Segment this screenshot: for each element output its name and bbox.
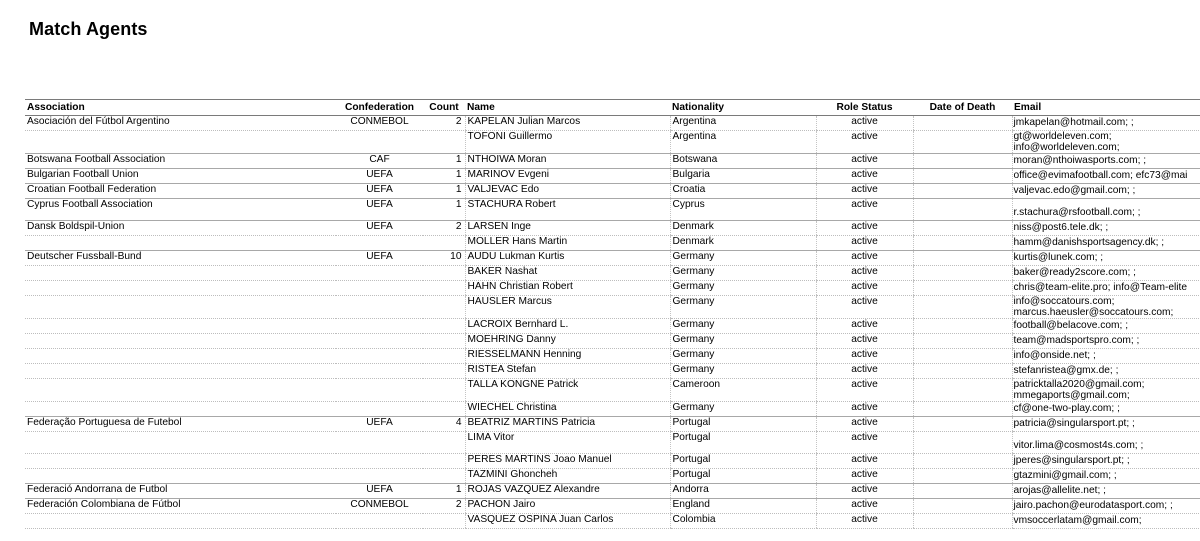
email-line[interactable]: football@belacove.com; ; (1013, 320, 1129, 331)
association-cell (25, 432, 336, 454)
table-row[interactable] (25, 236, 1200, 251)
date-of-death-cell (913, 402, 1012, 417)
role-status-cell: active (816, 417, 913, 432)
confederation-cell (336, 379, 423, 402)
nationality-cell: Croatia (670, 184, 816, 199)
date-of-death-cell (913, 454, 1012, 469)
count-cell (423, 319, 465, 334)
table-row[interactable] (25, 334, 1200, 349)
confederation-cell (336, 454, 423, 469)
email-cell (1012, 116, 1200, 131)
table-row[interactable] (25, 499, 1200, 514)
email-line[interactable]: hamm@danishsportsagency.dk; ; (1013, 237, 1165, 248)
association-cell: Cyprus Football Association (25, 199, 336, 221)
confederation-cell: UEFA (336, 417, 423, 432)
role-status-cell: active (816, 364, 913, 379)
email-line[interactable]: info@worldeleven.com; (1013, 142, 1120, 153)
association-cell: Botswana Football Association (25, 154, 336, 169)
role-status-cell: active (816, 131, 913, 154)
email-line[interactable]: kurtis@lunek.com; ; (1013, 252, 1104, 263)
agent-name-cell: LIMA Vitor (465, 432, 670, 454)
nationality-cell: Germany (670, 266, 816, 281)
role-status-cell: active (816, 116, 913, 131)
association-cell (25, 469, 336, 484)
count-cell (423, 402, 465, 417)
association-cell (25, 402, 336, 417)
count-cell (423, 349, 465, 364)
confederation-cell (336, 432, 423, 454)
table-row[interactable] (25, 154, 1200, 169)
email-line[interactable]: gtazmini@gmail.com; ; (1013, 470, 1117, 481)
nationality-cell: Germany (670, 364, 816, 379)
nationality-cell: Germany (670, 334, 816, 349)
association-cell: Asociación del Fútbol Argentino (25, 116, 336, 131)
association-cell (25, 514, 336, 529)
nationality-cell: Denmark (670, 236, 816, 251)
agent-name-cell: LARSEN Inge (465, 221, 670, 236)
count-cell (423, 236, 465, 251)
column-header-association[interactable]: Association (25, 100, 336, 116)
date-of-death-cell (913, 131, 1012, 154)
table-row[interactable] (25, 402, 1200, 417)
email-cell (1012, 402, 1200, 417)
date-of-death-cell (913, 281, 1012, 296)
email-line[interactable]: mmegaports@gmail.com; (1013, 390, 1130, 401)
agent-name-cell: TOFONI Guillermo (465, 131, 670, 154)
association-cell: Federação Portuguesa de Futebol (25, 417, 336, 432)
table-row[interactable] (25, 349, 1200, 364)
date-of-death-cell (913, 484, 1012, 499)
nationality-cell: Germany (670, 402, 816, 417)
confederation-cell (336, 469, 423, 484)
email-cell (1012, 281, 1200, 296)
confederation-cell (336, 319, 423, 334)
association-cell (25, 364, 336, 379)
count-cell (423, 454, 465, 469)
count-cell: 10 (423, 251, 465, 266)
confederation-cell: UEFA (336, 221, 423, 236)
table-row[interactable] (25, 454, 1200, 469)
email-cell (1012, 499, 1200, 514)
agent-name-cell: MOEHRING Danny (465, 334, 670, 349)
email-line[interactable]: jmkapelan@hotmail.com; ; (1013, 117, 1134, 128)
role-status-cell: active (816, 432, 913, 454)
role-status-cell: active (816, 499, 913, 514)
date-of-death-cell (913, 199, 1012, 221)
table-row[interactable] (25, 221, 1200, 236)
role-status-cell: active (816, 154, 913, 169)
agent-name-cell: VALJEVAC Edo (465, 184, 670, 199)
date-of-death-cell (913, 432, 1012, 454)
email-cell (1012, 514, 1200, 529)
date-of-death-cell (913, 221, 1012, 236)
nationality-cell: Cyprus (670, 199, 816, 221)
nationality-cell: Andorra (670, 484, 816, 499)
column-header-confederation[interactable]: Confederation (336, 100, 423, 116)
email-line[interactable]: stefanristea@gmx.de; ; (1013, 365, 1119, 376)
agent-name-cell: BAKER Nashat (465, 266, 670, 281)
agent-name-cell: BEATRIZ MARTINS Patricia (465, 417, 670, 432)
email-line[interactable]: marcus.haeusler@soccatours.com; (1013, 307, 1174, 318)
email-cell (1012, 266, 1200, 281)
nationality-cell: Argentina (670, 116, 816, 131)
role-status-cell: active (816, 236, 913, 251)
nationality-cell: Portugal (670, 454, 816, 469)
confederation-cell: UEFA (336, 184, 423, 199)
role-status-cell: active (816, 469, 913, 484)
email-line[interactable]: gt@worldeleven.com; (1013, 131, 1112, 142)
email-cell (1012, 131, 1200, 154)
nationality-cell: Portugal (670, 417, 816, 432)
page-title: Match Agents (29, 19, 148, 39)
confederation-cell (336, 296, 423, 319)
role-status-cell: active (816, 251, 913, 266)
email-line[interactable]: moran@nthoiwasports.com; ; (1013, 155, 1147, 166)
role-status-cell: active (816, 402, 913, 417)
email-cell (1012, 184, 1200, 199)
table-row[interactable] (25, 116, 1200, 131)
count-cell (423, 296, 465, 319)
nationality-cell: Cameroon (670, 379, 816, 402)
column-header-nationality[interactable]: Nationality (670, 100, 816, 116)
email-cell (1012, 169, 1200, 184)
role-status-cell: active (816, 281, 913, 296)
email-line[interactable]: office@evimafootball.com; efc73@mai (1013, 170, 1188, 181)
email-cell (1012, 199, 1200, 221)
table-row[interactable] (25, 131, 1200, 154)
confederation-cell (336, 402, 423, 417)
email-line[interactable]: jperes@singularsport.pt; ; (1013, 455, 1130, 466)
email-line[interactable]: vitor.lima@cosmost4s.com; ; (1013, 440, 1144, 451)
count-cell: 1 (423, 169, 465, 184)
column-header-date-of-death[interactable]: Date of Death (913, 100, 1012, 116)
count-cell: 1 (423, 484, 465, 499)
confederation-cell: UEFA (336, 251, 423, 266)
email-line[interactable]: valjevac.edo@gmail.com; ; (1013, 185, 1136, 196)
date-of-death-cell (913, 499, 1012, 514)
table-row[interactable] (25, 379, 1200, 402)
count-cell (423, 281, 465, 296)
table-body (25, 116, 1200, 529)
table-row[interactable] (25, 281, 1200, 296)
role-status-cell: active (816, 514, 913, 529)
role-status-cell: active (816, 266, 913, 281)
email-line[interactable]: arojas@allelite.net; ; (1013, 485, 1106, 496)
role-status-cell: active (816, 199, 913, 221)
count-cell (423, 364, 465, 379)
agent-name-cell: TALLA KONGNE Patrick (465, 379, 670, 402)
count-cell: 2 (423, 116, 465, 131)
association-cell (25, 131, 336, 154)
email-line[interactable]: niss@post6.tele.dk; ; (1013, 222, 1109, 233)
email-line[interactable]: info@soccatours.com; (1013, 296, 1115, 307)
table-row[interactable] (25, 469, 1200, 484)
association-cell (25, 349, 336, 364)
agent-name-cell: AUDU Lukman Kurtis (465, 251, 670, 266)
association-cell (25, 236, 336, 251)
table-row[interactable] (25, 417, 1200, 432)
association-cell (25, 266, 336, 281)
date-of-death-cell (913, 379, 1012, 402)
nationality-cell: Germany (670, 296, 816, 319)
agent-name-cell: HAUSLER Marcus (465, 296, 670, 319)
count-cell (423, 514, 465, 529)
email-cell (1012, 319, 1200, 334)
email-line[interactable]: chris@team-elite.pro; info@Team-elite (1013, 282, 1188, 293)
nationality-cell: Argentina (670, 131, 816, 154)
date-of-death-cell (913, 251, 1012, 266)
count-cell (423, 379, 465, 402)
column-header-name[interactable]: Name (465, 100, 670, 116)
role-status-cell: active (816, 334, 913, 349)
confederation-cell: UEFA (336, 169, 423, 184)
table-row[interactable] (25, 319, 1200, 334)
confederation-cell (336, 349, 423, 364)
table-row[interactable] (25, 514, 1200, 529)
association-cell: Deutscher Fussball-Bund (25, 251, 336, 266)
date-of-death-cell (913, 154, 1012, 169)
email-cell (1012, 379, 1200, 402)
agent-name-cell: NTHOIWA Moran (465, 154, 670, 169)
association-cell (25, 454, 336, 469)
association-cell (25, 379, 336, 402)
association-cell: Croatian Football Federation (25, 184, 336, 199)
agent-name-cell: ROJAS VAZQUEZ Alexandre (465, 484, 670, 499)
role-status-cell: active (816, 349, 913, 364)
nationality-cell: Portugal (670, 432, 816, 454)
nationality-cell: England (670, 499, 816, 514)
nationality-cell: Germany (670, 281, 816, 296)
email-cell (1012, 432, 1200, 454)
association-cell: Dansk Boldspil-Union (25, 221, 336, 236)
role-status-cell: active (816, 184, 913, 199)
email-cell (1012, 334, 1200, 349)
role-status-cell: active (816, 221, 913, 236)
count-cell (423, 266, 465, 281)
email-cell (1012, 484, 1200, 499)
email-cell (1012, 417, 1200, 432)
nationality-cell: Portugal (670, 469, 816, 484)
confederation-cell: CONMEBOL (336, 116, 423, 131)
nationality-cell: Colombia (670, 514, 816, 529)
table-row[interactable] (25, 251, 1200, 266)
email-line[interactable]: cf@one-two-play.com; ; (1013, 403, 1120, 414)
confederation-cell (336, 514, 423, 529)
email-line[interactable]: patricktalla2020@gmail.com; (1013, 379, 1145, 390)
agent-name-cell: MARINOV Evgeni (465, 169, 670, 184)
role-status-cell: active (816, 169, 913, 184)
date-of-death-cell (913, 469, 1012, 484)
agent-name-cell: VASQUEZ OSPINA Juan Carlos (465, 514, 670, 529)
role-status-cell: active (816, 379, 913, 402)
confederation-cell: UEFA (336, 199, 423, 221)
agent-name-cell: RISTEA Stefan (465, 364, 670, 379)
agent-name-cell: MOLLER Hans Martin (465, 236, 670, 251)
email-cell (1012, 221, 1200, 236)
confederation-cell (336, 281, 423, 296)
nationality-cell: Bulgaria (670, 169, 816, 184)
date-of-death-cell (913, 514, 1012, 529)
nationality-cell: Botswana (670, 154, 816, 169)
confederation-cell (336, 131, 423, 154)
association-cell (25, 319, 336, 334)
date-of-death-cell (913, 266, 1012, 281)
date-of-death-cell (913, 184, 1012, 199)
email-cell (1012, 349, 1200, 364)
email-line[interactable]: info@onside.net; ; (1013, 350, 1096, 361)
agents-table (25, 99, 1200, 529)
count-cell: 2 (423, 499, 465, 514)
confederation-cell: CONMEBOL (336, 499, 423, 514)
email-cell (1012, 296, 1200, 319)
date-of-death-cell (913, 319, 1012, 334)
association-cell (25, 281, 336, 296)
column-header-role-status[interactable]: Role Status (816, 100, 913, 116)
email-line[interactable]: jairo.pachon@eurodatasport.com; ; (1013, 500, 1173, 511)
count-cell (423, 334, 465, 349)
association-cell (25, 296, 336, 319)
agent-name-cell: HAHN Christian Robert (465, 281, 670, 296)
role-status-cell: active (816, 484, 913, 499)
email-line[interactable]: baker@ready2score.com; ; (1013, 267, 1136, 278)
email-cell (1012, 454, 1200, 469)
agent-name-cell: PACHON Jairo (465, 499, 670, 514)
email-cell (1012, 236, 1200, 251)
email-cell (1012, 154, 1200, 169)
email-line[interactable]: team@madsportspro.com; ; (1013, 335, 1140, 346)
date-of-death-cell (913, 116, 1012, 131)
email-cell (1012, 469, 1200, 484)
date-of-death-cell (913, 169, 1012, 184)
count-cell: 1 (423, 199, 465, 221)
confederation-cell (336, 364, 423, 379)
table-row[interactable] (25, 184, 1200, 199)
association-cell: Federació Andorrana de Futbol (25, 484, 336, 499)
association-cell: Bulgarian Football Union (25, 169, 336, 184)
column-header-email[interactable]: Email (1012, 100, 1200, 116)
agent-name-cell: LACROIX Bernhard L. (465, 319, 670, 334)
date-of-death-cell (913, 417, 1012, 432)
count-cell: 4 (423, 417, 465, 432)
count-cell (423, 432, 465, 454)
association-cell (25, 334, 336, 349)
confederation-cell: UEFA (336, 484, 423, 499)
date-of-death-cell (913, 236, 1012, 251)
date-of-death-cell (913, 334, 1012, 349)
nationality-cell: Germany (670, 349, 816, 364)
agent-name-cell: WIECHEL Christina (465, 402, 670, 417)
nationality-cell: Denmark (670, 221, 816, 236)
date-of-death-cell (913, 296, 1012, 319)
table-row[interactable] (25, 169, 1200, 184)
agent-name-cell: TAZMINI Ghoncheh (465, 469, 670, 484)
email-cell (1012, 364, 1200, 379)
nationality-cell: Germany (670, 251, 816, 266)
email-line[interactable]: patricia@singularsport.pt; ; (1013, 418, 1135, 429)
count-cell (423, 131, 465, 154)
confederation-cell: CAF (336, 154, 423, 169)
confederation-cell (336, 334, 423, 349)
role-status-cell: active (816, 296, 913, 319)
nationality-cell: Germany (670, 319, 816, 334)
association-cell: Federación Colombiana de Fútbol (25, 499, 336, 514)
confederation-cell (336, 266, 423, 281)
email-line[interactable]: r.stachura@rsfootball.com; ; (1013, 207, 1141, 218)
agent-name-cell: KAPELAN Julian Marcos (465, 116, 670, 131)
count-cell: 1 (423, 154, 465, 169)
role-status-cell: active (816, 454, 913, 469)
count-cell: 1 (423, 184, 465, 199)
count-cell: 2 (423, 221, 465, 236)
role-status-cell: active (816, 319, 913, 334)
email-cell (1012, 251, 1200, 266)
table-row[interactable] (25, 364, 1200, 379)
table-row[interactable] (25, 296, 1200, 319)
table-row[interactable] (25, 266, 1200, 281)
confederation-cell (336, 236, 423, 251)
agent-name-cell: STACHURA Robert (465, 199, 670, 221)
table-row[interactable] (25, 432, 1200, 454)
date-of-death-cell (913, 364, 1012, 379)
table-row[interactable] (25, 199, 1200, 221)
email-line[interactable]: vmsoccerlatam@gmail.com; (1013, 515, 1142, 526)
column-header-count[interactable]: Count (423, 100, 465, 116)
table-row[interactable] (25, 484, 1200, 499)
agent-name-cell: RIESSELMANN Henning (465, 349, 670, 364)
date-of-death-cell (913, 349, 1012, 364)
count-cell (423, 469, 465, 484)
table-header (25, 100, 1200, 116)
agent-name-cell: PERES MARTINS Joao Manuel (465, 454, 670, 469)
